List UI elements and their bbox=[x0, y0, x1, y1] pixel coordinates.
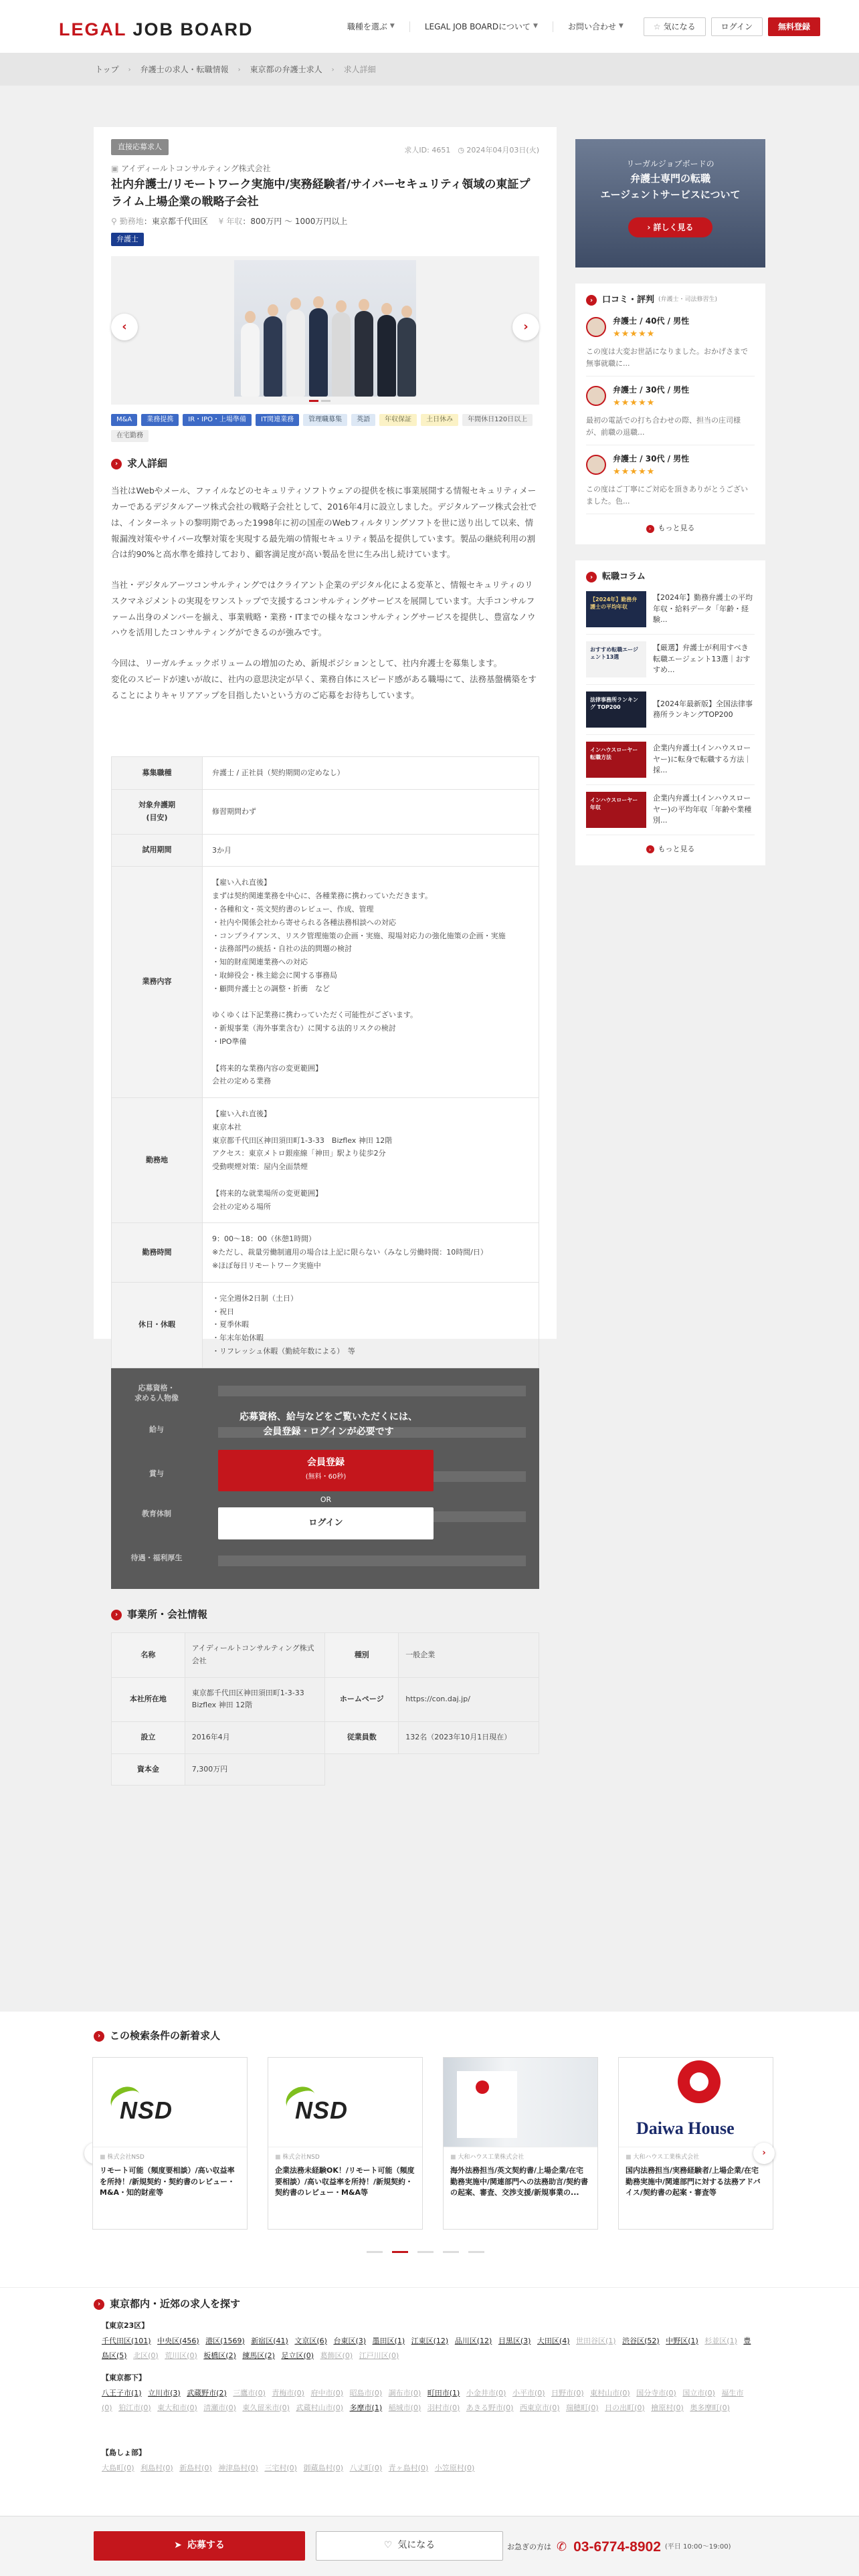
table-label: 勤務地 bbox=[112, 1098, 203, 1223]
table-label: 対象弁護期 (目安) bbox=[112, 790, 203, 834]
area-link[interactable]: 稲城市(0) bbox=[388, 2403, 421, 2412]
job-detail-card bbox=[94, 127, 557, 1774]
review-item[interactable] bbox=[586, 445, 755, 514]
area-link[interactable]: 品川区(12) bbox=[454, 2336, 492, 2345]
job-card[interactable] bbox=[618, 2057, 773, 2230]
footer-favorite-button[interactable]: ♡ 気になる bbox=[316, 2531, 503, 2561]
send-icon: ➤ bbox=[174, 2540, 182, 2551]
arrow-icon: › bbox=[94, 2031, 104, 2042]
area-link[interactable]: 神津島村(0) bbox=[218, 2463, 258, 2472]
area-link[interactable]: 練馬区(2) bbox=[242, 2351, 275, 2360]
table-value: ・完全週休2日制（土日） ・祝日 ・夏季休暇 ・年末年始休暇 ・リフレッシュ休暇（勤続年数による） 等 bbox=[203, 1282, 539, 1368]
profession-badge: 弁護士 bbox=[111, 233, 144, 246]
area-link[interactable]: 小笠原村(0) bbox=[434, 2463, 475, 2472]
phone-contact: お急ぎの方は ✆ 03-6774-8902 (平日 10:00〜19:00) bbox=[507, 2535, 731, 2559]
area-link[interactable]: 西東京市(0) bbox=[519, 2403, 560, 2412]
job-card-image bbox=[93, 2058, 247, 2147]
login-required-message: 応募資格、給与などをご覧いただくには、 会員登録・ログインが必要です bbox=[240, 1411, 417, 1438]
area-link[interactable]: 調布市(0) bbox=[388, 2388, 421, 2397]
area-link[interactable]: あきる野市(0) bbox=[466, 2403, 514, 2412]
breadcrumb-top[interactable]: トップ bbox=[95, 64, 119, 74]
area-link[interactable]: 国分寺市(0) bbox=[636, 2388, 676, 2397]
job-card[interactable] bbox=[268, 2057, 423, 2230]
review-excerpt: 最初の電話での打ち合わせの際、担当の庄司様が、前職の退職... bbox=[586, 416, 741, 437]
job-card-title: 海外法務担当/英文契約書/上場企業/在宅勤務実施中/関連部門への法務助言/契約書の起案、審査、交渉支援/新規事業の... bbox=[450, 2166, 589, 2197]
prev-arrow-icon[interactable]: ‹ bbox=[111, 314, 138, 340]
arrow-icon: › bbox=[94, 2299, 104, 2310]
feature-tag[interactable]: 年間休日120日以上 bbox=[462, 414, 533, 426]
description-para: 今回は、リーガルチェックボリュームの増加のため、新規ポジションとして、社内弁護士を募集します。 変化のスピードが速いが故に、社内の意思決定が早く、業務自体にスピード感がある職場にて、法務基盤構築をすることによりキャリアアップを目指したいという方のご応募をお待ちしています。 bbox=[111, 658, 537, 700]
area-link[interactable]: 大田区(4) bbox=[537, 2336, 570, 2345]
area-link[interactable]: 府中市(0) bbox=[310, 2388, 344, 2397]
arrow-icon: › bbox=[646, 845, 654, 853]
job-card[interactable] bbox=[92, 2057, 248, 2230]
area-link[interactable]: 中央区(456) bbox=[157, 2336, 199, 2345]
area-group-islands: 【島しょ部】 大島町(0) 利島村(0) 新島村(0) 神津島村(0) 三宅村(0) 御蔵島村(0) 八丈町(0) 青ヶ島村(0) 小笠原村(0) bbox=[102, 2448, 475, 2472]
register-button[interactable]: 無料登録 bbox=[768, 17, 820, 36]
area-link[interactable]: 羽村市(0) bbox=[427, 2403, 460, 2412]
area-link[interactable]: 清瀬市(0) bbox=[203, 2403, 236, 2412]
area-link[interactable]: 世田谷区(1) bbox=[576, 2336, 616, 2345]
area-link[interactable]: 日野市(0) bbox=[551, 2388, 584, 2397]
photo-slider bbox=[111, 256, 539, 405]
reviews-box bbox=[575, 284, 765, 544]
locked-info-overlay bbox=[111, 1368, 539, 1589]
area-heading: › 東京都内・近郊の求人を探す bbox=[94, 2296, 240, 2313]
breadcrumb-tokyo-jobs[interactable]: 東京都の弁護士求人 bbox=[250, 64, 322, 74]
chevron-down-icon: ▼ bbox=[533, 23, 538, 30]
column-heading: › 転職コラム bbox=[586, 570, 755, 584]
column-item[interactable] bbox=[586, 635, 755, 685]
fixed-footer-bar bbox=[0, 2516, 859, 2576]
reviews-more-link[interactable]: › もっと見る bbox=[586, 522, 755, 535]
job-card-title: 国内法務担当/実務経験者/上場企業/在宅勤務実施中/関連部門に対する法務アドバイス/契約書の起案・審査等 bbox=[626, 2166, 761, 2197]
table-value: 修習期問わず bbox=[203, 790, 539, 834]
reviews-heading: › 口コミ・評判 (弁護士・司法修習生) bbox=[586, 293, 755, 308]
chevron-right-icon: › bbox=[237, 66, 241, 74]
area-link[interactable]: 新宿区(41) bbox=[251, 2336, 288, 2345]
locked-row-label: 待遇・福利厚生 bbox=[130, 1553, 183, 1562]
area-link[interactable]: 奥多摩町(0) bbox=[690, 2403, 730, 2412]
company-field-value[interactable]: https://con.daj.jp/ bbox=[399, 1677, 539, 1721]
area-link[interactable]: 八丈町(0) bbox=[349, 2463, 383, 2472]
breadcrumb-lawyer-jobs[interactable]: 弁護士の求人・転職情報 bbox=[140, 64, 229, 74]
office-photo bbox=[457, 2071, 517, 2138]
table-value: 【雇い入れ直後】 東京本社 東京都千代田区神田須田町1-3-33 Bizflex 神田 12階 アクセス：東京メトロ銀座線「神田」駅より徒歩2分 受動喫煙対策：屋内全面禁煙 【将来的な就業場所の変更範囲】 会社の定める場所 bbox=[203, 1098, 539, 1223]
column-thumbnail: インハウスローヤー 転職方法 bbox=[586, 742, 646, 778]
avatar bbox=[586, 455, 606, 475]
next-arrow-icon[interactable]: › bbox=[753, 2143, 775, 2164]
rating-stars: ★★★★★ bbox=[613, 397, 656, 408]
new-jobs-heading: › この検索条件の新着求人 bbox=[94, 2028, 220, 2045]
rating-stars: ★★★★★ bbox=[613, 328, 656, 339]
area-link[interactable]: 墨田区(1) bbox=[372, 2336, 405, 2345]
yen-icon: ¥ bbox=[218, 217, 224, 227]
agent-service-banner[interactable]: リーガルジョブボードの 弁護士専門の転職 エージェントサービスについて › 詳しく見る bbox=[575, 139, 765, 267]
feature-tag[interactable]: IT関連業務 bbox=[256, 414, 299, 426]
arrow-icon: › bbox=[111, 1610, 122, 1620]
review-item[interactable] bbox=[586, 308, 755, 377]
company-field-value: アイディールトコンサルティング株式会社 bbox=[185, 1633, 325, 1677]
phone-number[interactable]: 03-6774-8902 bbox=[573, 2539, 661, 2555]
column-thumbnail: 【2024年】勤務弁護士の平均年収 bbox=[586, 591, 646, 627]
company-field-label: 従業員数 bbox=[325, 1722, 399, 1754]
feature-tag[interactable]: 管理職募集 bbox=[303, 414, 347, 426]
table-value: 9：00〜18：00（休憩1時間） ※ただし、裁量労働制適用の場合は上記に限らない（みなし労働時間：10時間/日） ※ほぼ毎日リモートワーク実施中 bbox=[203, 1223, 539, 1282]
chevron-right-icon: › bbox=[128, 66, 131, 74]
column-item[interactable] bbox=[586, 685, 755, 735]
table-label: 勤務時間 bbox=[112, 1223, 203, 1282]
area-link[interactable]: 北区(0) bbox=[133, 2351, 159, 2360]
table-value: 【雇い入れ直後】 まずは契約関連業務を中心に、各種業務に携わっていただきます。 ・各種和文・英文契約書のレビュー、作成、管理 ・社内や関係会社から寄せられる各種法務相談への対応 ・コンプライアンス、リスク管理施策の企画・実施、現場対応力の強化施策の企画・実施 ・法務部門の統括・自社の法的問題の検討 ・知的財産関連業務への対応 ・取締役会・株主総会に関する事務局 ・顧問弁護士との調整・折衝 など ゆくゆくは下記業務に携わっていただく可能性がございます。 ・新規事業（海外事業含む）に関する法的リスクの検討 ・IPO準備 【将来的な業務内容の変更範囲】 会社の定める業務 bbox=[203, 867, 539, 1098]
area-link[interactable]: 武蔵村山市(0) bbox=[296, 2403, 344, 2412]
area-link[interactable]: 青ヶ島村(0) bbox=[388, 2463, 429, 2472]
login-button[interactable]: ログイン bbox=[711, 17, 763, 36]
area-link[interactable]: 東村山市(0) bbox=[590, 2388, 630, 2397]
review-item[interactable] bbox=[586, 377, 755, 445]
area-link[interactable]: 日の出町(0) bbox=[605, 2403, 645, 2412]
nav-contact[interactable]: お問い合わせ ▼ bbox=[567, 21, 624, 31]
breadcrumb-current: 求人詳細 bbox=[343, 64, 376, 74]
area-link[interactable]: 新島村(0) bbox=[179, 2463, 212, 2472]
area-link[interactable]: 豊島区(5) bbox=[102, 2336, 751, 2360]
area-link[interactable]: 八王子市(1) bbox=[102, 2388, 142, 2397]
area-link[interactable]: 大島町(0) bbox=[102, 2463, 134, 2472]
job-card-title: リモート可能（頻度要相談）/高い収益率を所持！/新規契約・契約書のレビュー・M&A・知的財産等 bbox=[100, 2166, 235, 2197]
table-label: 募集職種 bbox=[112, 757, 203, 790]
avatar bbox=[586, 386, 606, 406]
arrow-icon: › bbox=[111, 459, 122, 469]
company-field-label: 設立 bbox=[112, 1722, 185, 1754]
area-search-section bbox=[0, 2287, 859, 2516]
area-link[interactable]: 武蔵野市(2) bbox=[187, 2388, 227, 2397]
carousel-dots bbox=[367, 2251, 494, 2253]
feature-tag[interactable]: 業務提携 bbox=[141, 414, 179, 426]
table-value: 3か月 bbox=[203, 834, 539, 867]
description-para: 当社・デジタルアーツコンサルティングではクライアント企業のデジタル化による変革と、情報セキュリティのリスクマネジメントの実現をワンストップで支援するコンサルティングサービスを展開しています。大手コンサルファーム出身のメンバーを揃え、事業戦略・業務・ITまでの様々なコンサルティングサービスを提供し、豊富なノウハウを活用したコンサルティングができるのが強みです。 bbox=[111, 580, 536, 638]
area-link[interactable]: 港区(1569) bbox=[205, 2336, 245, 2345]
status-badge: 直接応募求人 bbox=[111, 139, 169, 155]
company-info-table bbox=[111, 1632, 539, 1786]
job-card[interactable] bbox=[443, 2057, 598, 2230]
job-card-image bbox=[268, 2058, 422, 2147]
global-nav bbox=[347, 17, 820, 36]
company-field-value: 7,300万円 bbox=[185, 1753, 325, 1786]
sidebar bbox=[575, 139, 765, 865]
area-link[interactable]: 東久留米市(0) bbox=[242, 2403, 290, 2412]
company-field-value: 東京都千代田区神田須田町1-3-33 Bizflex 神田 12階 bbox=[185, 1677, 325, 1721]
area-link[interactable]: 中野区(1) bbox=[666, 2336, 698, 2345]
review-excerpt: この度は大変お世話になりました。おかげさまで無事就職に... bbox=[586, 346, 748, 368]
area-link[interactable]: 御蔵島村(0) bbox=[303, 2463, 344, 2472]
table-label: 試用期間 bbox=[112, 834, 203, 867]
column-thumbnail: 法律事務所ランキング TOP200 bbox=[586, 691, 646, 728]
feature-tags bbox=[111, 414, 539, 446]
area-link[interactable]: 多摩市(1) bbox=[349, 2403, 383, 2412]
area-link[interactable]: 小金井市(0) bbox=[466, 2388, 506, 2397]
learn-more-button[interactable]: › 詳しく見る bbox=[628, 217, 712, 237]
pin-icon: ⚲ bbox=[111, 217, 117, 227]
column-title: 【厳選】弁護士が利用すべき転職エージェント13選｜おすすめ... bbox=[653, 643, 751, 675]
column-title: 企業内弁護士(インハウスローヤー)に転身で転職する方法｜採... bbox=[653, 744, 752, 775]
locked-row-label: 応募資格・ 求める人物像 bbox=[134, 1383, 179, 1403]
phone-icon: ✆ bbox=[557, 2539, 567, 2554]
job-title: 社内弁護士/リモートワーク実施中/実務経験者/サイバーセキュリティ領域の東証プライム上場企業の戦略子会社 bbox=[111, 178, 531, 209]
company-field-label: 資本金 bbox=[112, 1753, 185, 1786]
area-link[interactable]: 千代田区(101) bbox=[102, 2336, 151, 2345]
daiwa-logo: Daiwa House bbox=[636, 2119, 735, 2138]
locked-row-label: 賞与 bbox=[149, 1469, 164, 1478]
area-group-23wards: 【東京23区】 千代田区(101) 中央区(456) 港区(1569) 新宿区(41) 文京区(6) 台東区(3) 墨田区(1) 江東区(12) 品川区(12) 目黒区(3) 大田区(4) 世田谷区(1) 渋谷区(52) 中野区(1) 杉並区(1) 豊島区(5) 北区(0) 荒川区(0) 板橋区(2) 練馬区(2) 足立区(0) 葛飾区(0) 江戸川区(0) bbox=[102, 2321, 751, 2360]
feature-tag[interactable]: 英語 bbox=[351, 414, 375, 426]
nsd-logo: NSD bbox=[295, 2097, 349, 2124]
member-register-button[interactable]: 会員登録 (無料・60秒) bbox=[218, 1450, 434, 1491]
review-excerpt: この度はご丁寧にご対応を頂きありがとうございました。色... bbox=[586, 485, 748, 506]
area-link[interactable]: 目黒区(3) bbox=[498, 2336, 531, 2345]
arrow-icon: › bbox=[586, 295, 597, 306]
job-detail-heading: › 求人詳細 bbox=[111, 455, 539, 473]
star-icon: ☆ bbox=[653, 21, 661, 31]
favorites-button[interactable]: ☆ 気になる bbox=[644, 17, 706, 36]
area-link[interactable]: 杉並区(1) bbox=[704, 2336, 737, 2345]
company-field-value: 132名（2023年10月1日現在） bbox=[399, 1722, 539, 1754]
reviewer-info: 弁護士 / 30代 / 男性 bbox=[613, 454, 690, 464]
column-item[interactable] bbox=[586, 735, 755, 785]
table-value: 弁護士 / 正社員（契約期間の定めなし） bbox=[203, 757, 539, 790]
nsd-logo: NSD bbox=[120, 2097, 173, 2124]
 bbox=[690, 2072, 708, 2091]
area-link[interactable]: 板橋区(2) bbox=[203, 2351, 236, 2360]
column-thumbnail: おすすめ転職エージェント13選 bbox=[586, 641, 646, 677]
company-info-heading: › 事業所・会社情報 bbox=[111, 1606, 539, 1624]
area-link[interactable]: 小平市(0) bbox=[512, 2388, 545, 2397]
area-link[interactable]: 荒川区(0) bbox=[165, 2351, 197, 2360]
job-meta: 求人ID: 4651 ◷ 2024年04月03日(火) bbox=[404, 146, 539, 154]
area-link[interactable]: 江東区(12) bbox=[411, 2336, 449, 2345]
chevron-down-icon: ▼ bbox=[389, 23, 395, 30]
building-icon: ▣ bbox=[111, 164, 122, 173]
area-link[interactable]: 檜原村(0) bbox=[651, 2403, 684, 2412]
chevron-down-icon: ▼ bbox=[618, 23, 624, 30]
locked-row-placeholder bbox=[218, 1386, 526, 1396]
site-header bbox=[0, 0, 859, 53]
area-link[interactable]: 三宅村(0) bbox=[264, 2463, 297, 2472]
column-title: 【2024年】勤務弁護士の平均年収・給料データ「年齢・経験... bbox=[653, 593, 753, 625]
area-link[interactable]: 瑞穂町(0) bbox=[566, 2403, 599, 2412]
nav-about[interactable]: LEGAL JOB BOARDについて ▼ bbox=[424, 21, 538, 31]
area-link[interactable]: 三鷹市(0) bbox=[233, 2388, 266, 2397]
feature-tag[interactable]: 在宅勤務 bbox=[111, 430, 149, 442]
arrow-icon: › bbox=[586, 572, 597, 582]
job-card-image bbox=[619, 2058, 773, 2147]
reviewer-info: 弁護士 / 40代 / 男性 bbox=[613, 316, 690, 326]
breadcrumb bbox=[0, 53, 859, 86]
column-title: 企業内弁護士(インハウスローヤー)の平均年収「年齢や業種別... bbox=[653, 794, 752, 825]
company-field-value: 一般企業 bbox=[399, 1633, 539, 1677]
job-location-salary: ⚲ 勤務地：東京都千代田区 ¥ 年収：800万円 〜 1000万円以上 bbox=[111, 217, 348, 227]
next-arrow-icon[interactable]: › bbox=[512, 314, 539, 340]
company-field-label: 種別 bbox=[325, 1633, 399, 1677]
area-link[interactable]: 台東区(3) bbox=[333, 2336, 367, 2345]
apply-button[interactable]: ➤ 応募する bbox=[94, 2531, 305, 2561]
area-group-tokyo-suburbs: 【東京都下】 八王子市(1) 立川市(3) 武蔵野市(2) 三鷹市(0) 青梅市(0) 府中市(0) 昭島市(0) 調布市(0) 町田市(1) 小金井市(0) 小平市(0) 日野市(0) 東村山市(0) 国分寺市(0) 国立市(0) 福生市(0) 狛江市(0) 東大和市(0) 清瀬市(0) 東久留米市(0) 武蔵村山市(0) 多摩市(1) 稲城市(0) 羽村市(0) あきる野市(0) 西東京市(0) 瑞穂町(0) 日の出町(0) 檜原村(0) 奥多摩町(0) bbox=[102, 2373, 744, 2412]
locked-row-label: 給与 bbox=[149, 1424, 164, 1434]
job-card-company: ■ 大和ハウス工業株式会社 bbox=[626, 2153, 766, 2163]
company-name[interactable]: ▣ アイディールトコンサルティング株式会社 bbox=[111, 164, 271, 173]
company-field-value: 2016年4月 bbox=[185, 1722, 325, 1754]
column-item[interactable] bbox=[586, 584, 755, 635]
rating-stars: ★★★★★ bbox=[613, 467, 656, 477]
slider-dots bbox=[309, 400, 333, 402]
heart-icon: ♡ bbox=[383, 2540, 393, 2551]
job-card-company: ■ 大和ハウス工業株式会社 bbox=[450, 2153, 591, 2163]
column-title: 【2024年最新版】全国法律事務所ランキングTOP200 bbox=[653, 699, 753, 720]
reviewer-info: 弁護士 / 30代 / 男性 bbox=[613, 385, 690, 395]
feature-tag[interactable]: 土日休み bbox=[421, 414, 458, 426]
locked-row-label: 教育体制 bbox=[142, 1509, 171, 1518]
job-card-company: ■ 株式会社NSD bbox=[100, 2153, 240, 2163]
area-link[interactable]: 江戸川区(0) bbox=[359, 2351, 399, 2360]
feature-tag[interactable]: 年収保証 bbox=[379, 414, 417, 426]
column-thumbnail: インハウスローヤー 年収 bbox=[586, 792, 646, 828]
overlay-login-button[interactable]: ログイン bbox=[218, 1507, 434, 1539]
column-more-link[interactable]: › もっと見る bbox=[586, 843, 755, 856]
table-label: 休日・休暇 bbox=[112, 1282, 203, 1368]
column-box bbox=[575, 560, 765, 865]
locked-row-placeholder bbox=[218, 1555, 526, 1566]
job-info-table bbox=[111, 756, 539, 1368]
job-description bbox=[111, 483, 539, 703]
area-link[interactable]: 福生市(0) bbox=[102, 2388, 744, 2412]
feature-tag[interactable]: M&A bbox=[111, 414, 137, 426]
area-link[interactable]: 文京区(6) bbox=[294, 2336, 327, 2345]
area-link[interactable]: 町田市(1) bbox=[427, 2388, 460, 2397]
team-photo bbox=[234, 260, 416, 397]
area-link[interactable]: 葛飾区(0) bbox=[320, 2351, 353, 2360]
description-para: 当社はWebやメール、ファイルなどのセキュリティソフトウェアの提供を核に事業展開する情報セキュリティメーカーであるデジタルアーツ株式会社の戦略子会社として、2016年4月に設立しました。デジタルアーツ株式会社では、インターネットの黎明期であった1998年に初の国産のWebフィルタリングソフトを世に送り出して以来、情報漏洩対策やサイバー攻撃対策を実現する最先端の情報セキュリティ製品を提供しています。製品の継続利用の割合は約90%と高水準を維持しており、顧客満足度が高い製品を世に生み出し続けています。 bbox=[111, 486, 537, 560]
nav-select-profession[interactable]: 職種を選ぶ ▼ bbox=[347, 21, 395, 31]
chevron-right-icon: › bbox=[331, 66, 335, 74]
area-link[interactable]: 東大和市(0) bbox=[157, 2403, 197, 2412]
area-link[interactable]: 昭島市(0) bbox=[349, 2388, 383, 2397]
or-label: OR bbox=[320, 1495, 332, 1504]
company-field-label: 本社所在地 bbox=[112, 1677, 185, 1721]
company-field-label: 名称 bbox=[112, 1633, 185, 1677]
job-card-company: ■ 株式会社NSD bbox=[275, 2153, 415, 2163]
daiwa-mark-icon bbox=[476, 2080, 489, 2094]
area-link[interactable]: 足立区(0) bbox=[281, 2351, 314, 2360]
area-link[interactable]: 渋谷区(52) bbox=[622, 2336, 660, 2345]
area-link[interactable]: 国立市(0) bbox=[682, 2388, 715, 2397]
job-card-image bbox=[444, 2058, 597, 2147]
area-link[interactable]: 立川市(3) bbox=[148, 2388, 181, 2397]
area-link[interactable]: 青梅市(0) bbox=[272, 2388, 304, 2397]
avatar bbox=[586, 317, 606, 337]
new-jobs-section bbox=[0, 2012, 859, 2287]
area-link[interactable]: 狛江市(0) bbox=[118, 2403, 151, 2412]
company-field-label: ホームページ bbox=[325, 1677, 399, 1721]
site-logo[interactable]: LEGAL JOB BOARD bbox=[59, 19, 254, 39]
arrow-icon: › bbox=[646, 525, 654, 533]
feature-tag[interactable]: IR・IPO・上場準備 bbox=[183, 414, 252, 426]
table-label: 業務内容 bbox=[112, 867, 203, 1098]
column-item[interactable] bbox=[586, 785, 755, 835]
arrow-icon: › bbox=[647, 223, 654, 233]
area-link[interactable]: 利島村(0) bbox=[140, 2463, 173, 2472]
job-card-title: 企業法務未経験OK！/リモート可能（頻度要相談）/高い収益率を所持！/新規契約・契約書のレビュー・M&A等 bbox=[275, 2166, 415, 2197]
